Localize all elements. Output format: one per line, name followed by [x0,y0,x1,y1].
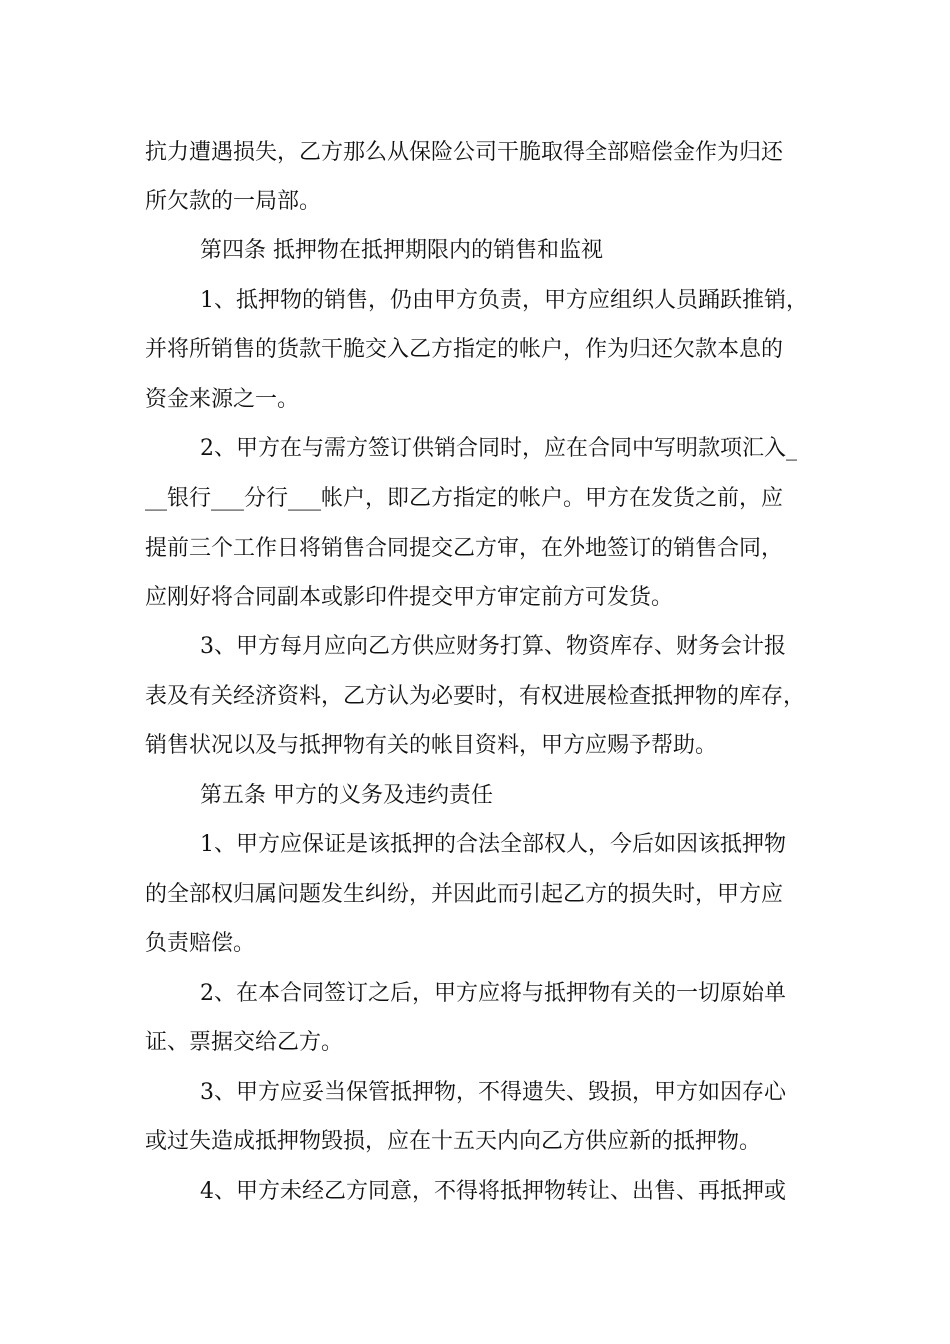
text-line: 销售状况以及与抵押物有关的帐目资料，甲方应赐予帮助。 [145,733,718,758]
text-line: 并将所销售的货款干脆交入乙方指定的帐户，作为归还欠款本息的 [145,337,784,362]
text-line: 所欠款的一局部。 [145,189,322,214]
text-line: 4、甲方未经乙方同意，不得将抵押物转让、出售、再抵押或 [200,1179,786,1204]
text-line: 的全部权归属问题发生纠纷，并因此而引起乙方的损失时，甲方应 [145,882,784,907]
text-line: 或过失造成抵押物毁损，应在十五天内向乙方供应新的抵押物。 [145,1129,762,1154]
text-line: 抗力遭遇损失，乙方那么从保险公司干脆取得全部赔偿金作为归还 [145,140,784,165]
text-line: 证、票据交给乙方。 [145,1030,344,1055]
text-line: 负责赔偿。 [145,931,256,956]
text-line: 3、甲方应妥当保管抵押物，不得遗失、毁损，甲方如因存心 [200,1080,786,1105]
text-line: 2、甲方在与需方签订供销合同时，应在合同中写明款项汇入_ [200,436,797,461]
text-line: 提前三个工作日将销售合同提交乙方审，在外地签订的销售合同， [145,536,784,561]
text-line: 3、甲方每月应向乙方供应财务打算、物资库存、财务会计报 [200,634,786,659]
text-line: 应刚好将合同副本或影印件提交甲方审定前方可发货。 [145,585,674,610]
section-heading: 第四条 抵押物在抵押期限内的销售和监视 [200,238,603,263]
text-line: 2、在本合同签订之后，甲方应将与抵押物有关的一切原始单 [200,981,786,1006]
text-line: 表及有关经济资料，乙方认为必要时，有权进展检查抵押物的库存， [145,684,806,709]
text-line: 资金来源之一。 [145,387,300,412]
section-heading: 第五条 甲方的义务及违约责任 [200,783,493,808]
text-line: 1、甲方应保证是该抵押的合法全部权人，今后如因该抵押物 [200,832,786,857]
text-line: 1、抵押物的销售，仍由甲方负责，甲方应组织人员踊跃推销， [200,288,808,313]
text-line: __银行___分行___帐户，即乙方指定的帐户。甲方在发货之前，应 [145,486,784,511]
